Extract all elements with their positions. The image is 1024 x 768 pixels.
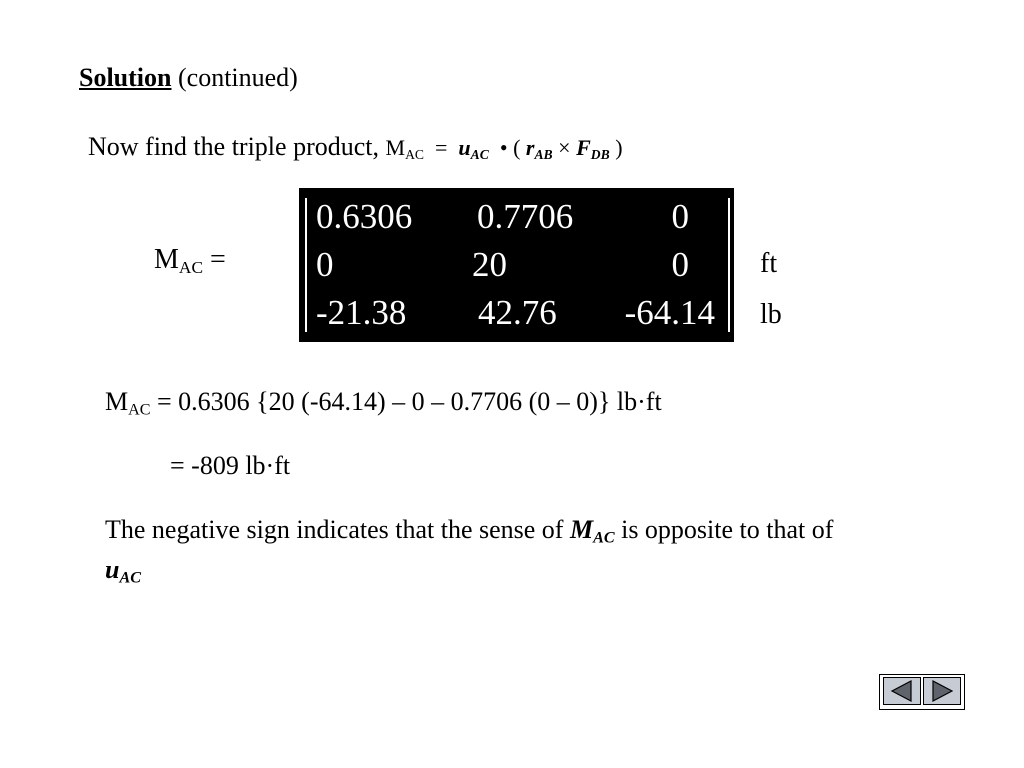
formula-r: r [525, 135, 535, 160]
moment-result: = -809 lb·ft [170, 451, 291, 480]
matrix-cell: 0 [316, 245, 334, 284]
matrix-cell: 0 [671, 245, 689, 284]
formula-f-sub: DB [590, 146, 610, 162]
conclusion-u-sub: AC [119, 569, 141, 587]
unit-lb-label: lb [760, 299, 782, 330]
formula-dot: • [499, 135, 508, 160]
formula-close-paren: ) [615, 135, 623, 160]
heading-subtitle: (continued) [178, 63, 298, 92]
determinant-right-bar [728, 198, 730, 332]
matrix-cell: 0.7706 [477, 197, 574, 236]
formula-open-paren: ( [513, 135, 521, 160]
eq1-m: M [105, 387, 129, 416]
conclusion-text-1: The negative sign indicates that the sense of [105, 515, 570, 544]
determinant-matrix [299, 188, 734, 342]
previous-slide-button[interactable] [883, 677, 921, 705]
conclusion-u: u [105, 555, 120, 584]
triple-product-formula [386, 135, 623, 160]
formula-equals: = [435, 135, 448, 160]
conclusion-paragraph [105, 510, 865, 590]
formula-m-sub: AC [405, 146, 424, 162]
conclusion-m: M [569, 515, 594, 544]
matrix-cell: -64.14 [624, 293, 715, 332]
determinant-left-bar [305, 198, 307, 332]
matrix-cell: 0 [671, 197, 689, 236]
moment-calculation [105, 386, 662, 418]
formula-m: M [385, 135, 406, 160]
slide-navigation [879, 674, 965, 710]
matrix-cell: 20 [472, 245, 507, 284]
eq1-text: = 0.6306 {20 (-64.14) – 0 – 0.7706 (0 – 0)} lb·ft [150, 387, 662, 416]
matrix-label-sub: AC [178, 257, 204, 277]
heading-title: Solution [79, 63, 172, 92]
formula-u-sub: AC [470, 146, 489, 162]
formula-r-sub: AB [534, 146, 553, 162]
matrix-label [154, 244, 226, 276]
triangle-right-icon [924, 678, 960, 704]
matrix-cell: -21.38 [316, 293, 407, 332]
conclusion-text-2: is opposite to that of [614, 515, 834, 544]
triangle-left-icon [884, 678, 920, 704]
formula-u: u [458, 135, 471, 160]
conclusion-m-sub: AC [593, 529, 615, 547]
slide-heading [79, 62, 298, 94]
unit-ft-label: ft [760, 248, 778, 279]
eq1-m-sub: AC [128, 401, 151, 419]
formula-cross: × [558, 135, 571, 160]
triple-product-intro [88, 131, 623, 164]
matrix-label-equals: = [210, 244, 226, 275]
formula-f: F [576, 135, 591, 160]
next-slide-button[interactable] [923, 677, 961, 705]
intro-text: Now find the triple product, [88, 132, 379, 161]
matrix-cell: 42.76 [478, 293, 557, 332]
matrix-cell: 0.6306 [316, 197, 413, 236]
matrix-label-m: M [154, 244, 179, 275]
